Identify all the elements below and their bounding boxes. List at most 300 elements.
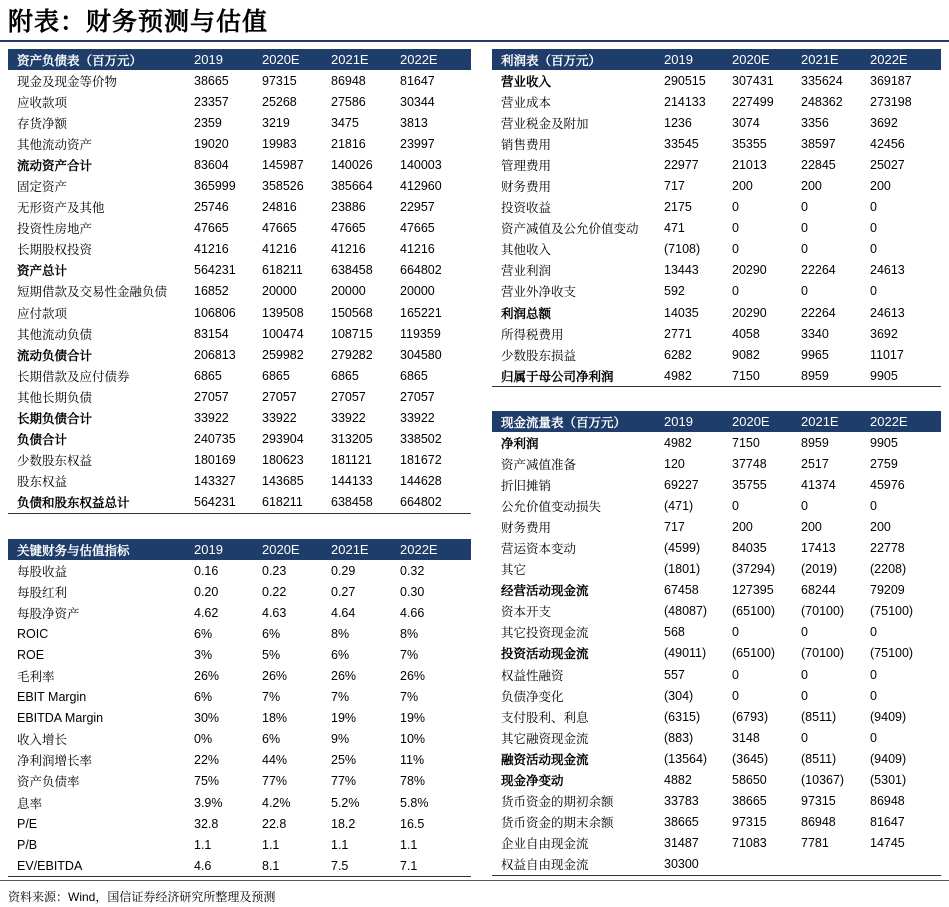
year-header: 2022E <box>870 49 941 70</box>
table-row <box>8 91 471 112</box>
cell-value: 33922 <box>262 411 297 426</box>
year-header: 2021E <box>801 49 870 70</box>
row-label: 负债净变化 <box>501 689 564 704</box>
table-title: 资产负债表（百万元） <box>8 49 194 70</box>
cell-value: 21816 <box>331 136 366 151</box>
cell-value: 41216 <box>331 242 366 257</box>
cell-value: 7% <box>400 690 419 705</box>
cell-value: 4.64 <box>331 605 356 620</box>
cell-value: 0 <box>801 242 808 257</box>
cell-value: 33922 <box>400 411 435 426</box>
cell-value: 81647 <box>400 73 435 88</box>
cell-value: 7150 <box>732 365 801 387</box>
table-row <box>8 260 471 281</box>
table-row <box>492 854 941 876</box>
table-header-row <box>492 411 941 432</box>
cell-value: 8959 <box>801 435 829 450</box>
row-label: 销售费用 <box>501 137 552 152</box>
cell-value: 200 <box>801 519 822 534</box>
cell-value: 7.1 <box>400 855 471 877</box>
cell-value: 2759 <box>870 456 898 471</box>
row-label: 现金净变动 <box>501 774 564 789</box>
cell-value: 4.66 <box>400 605 425 620</box>
cell-value: 11% <box>400 753 425 768</box>
table-row <box>492 323 941 344</box>
cell-value: 140026 <box>331 157 373 172</box>
cell-value: 150568 <box>331 305 373 320</box>
cell-value: 9905 <box>870 435 898 450</box>
cell-value: 10% <box>400 732 426 747</box>
table-row <box>492 833 941 854</box>
cell-value: 0 <box>732 498 739 513</box>
cell-value: 717 <box>664 519 685 534</box>
cell-value: 27586 <box>331 94 366 109</box>
row-label: 权益自由现金流 <box>492 854 664 876</box>
cell-value: 68244 <box>801 583 836 598</box>
cell-value: 140003 <box>400 157 442 172</box>
table-row <box>8 429 471 450</box>
cell-value: 38665 <box>664 815 699 830</box>
table-row <box>8 133 471 154</box>
row-label: 财务费用 <box>501 180 552 195</box>
cell-value: (70100) <box>801 646 845 661</box>
row-label: 归属于母公司净利润 <box>492 365 664 387</box>
table-row <box>492 685 941 706</box>
cell-value: 42456 <box>870 136 905 151</box>
cell-value: 47665 <box>400 221 435 236</box>
table-row <box>8 471 471 492</box>
cell-value: 0 <box>870 242 877 257</box>
cell-value: 338502 <box>400 432 442 447</box>
cell-value: 21013 <box>732 157 767 172</box>
cell-value: 618211 <box>262 492 331 514</box>
cell-value: 6865 <box>331 368 359 383</box>
cell-value: 75% <box>194 774 220 789</box>
table-row <box>492 302 941 323</box>
cell-value: 200 <box>870 519 891 534</box>
cell-value: 0 <box>801 498 808 513</box>
table-row <box>8 855 471 877</box>
cell-value: 108715 <box>331 326 373 341</box>
cell-value: 3148 <box>732 730 760 745</box>
cell-value: 1.1 <box>400 837 418 852</box>
row-label: 股东权益 <box>17 475 68 490</box>
page-title: 附表：财务预测与估值 <box>8 7 269 36</box>
row-label: 利润总额 <box>501 306 552 321</box>
cell-value: 6282 <box>664 347 692 362</box>
cell-value: 557 <box>664 667 685 682</box>
cell-value: 78% <box>400 774 426 789</box>
row-label: 其他流动资产 <box>17 137 93 152</box>
row-label: 固定资产 <box>17 180 68 195</box>
cell-value: 97315 <box>801 794 836 809</box>
cell-value: 127395 <box>732 583 774 598</box>
row-label: 投资性房地产 <box>17 222 93 237</box>
row-label: 净利润增长率 <box>17 754 93 769</box>
cell-value: 0 <box>732 625 739 640</box>
table-row <box>8 408 471 429</box>
cell-value: 19020 <box>194 136 229 151</box>
table-row <box>492 239 941 260</box>
cell-value: 0 <box>732 221 739 236</box>
cell-value: 27057 <box>331 389 366 404</box>
table-row <box>8 450 471 471</box>
table-row <box>8 197 471 218</box>
cell-value: 7% <box>331 690 350 705</box>
cell-value: 22.8 <box>262 816 287 831</box>
year-header: 2020E <box>262 539 331 560</box>
row-label: 每股净资产 <box>17 606 80 621</box>
cell-value: 9905 <box>870 365 941 387</box>
cell-value: 4.2% <box>262 795 291 810</box>
cell-value: 1236 <box>664 115 692 130</box>
table-row <box>8 323 471 344</box>
cell-value: 3692 <box>870 326 898 341</box>
cell-value: 27057 <box>400 389 435 404</box>
row-label: 营业收入 <box>501 74 552 89</box>
table-row <box>8 729 471 750</box>
cell-value: 26% <box>400 669 426 684</box>
cell-value: 17413 <box>801 541 836 556</box>
cell-value: 0 <box>870 498 877 513</box>
table-row <box>492 197 941 218</box>
cell-value: 26% <box>262 669 288 684</box>
cell-value: 3.9% <box>194 795 223 810</box>
cell-value: 86948 <box>801 815 836 830</box>
cell-value: 5% <box>262 647 281 662</box>
row-label: 货币资金的期初余额 <box>501 795 614 810</box>
cell-value: 0 <box>870 667 877 682</box>
cell-value: 0 <box>732 200 739 215</box>
cell-value: 664802 <box>400 492 471 514</box>
cell-value: 35355 <box>732 136 767 151</box>
cell-value: 24613 <box>870 263 905 278</box>
cell-value: 6% <box>262 732 281 747</box>
cell-value: 0.20 <box>194 584 219 599</box>
cell-value: 290515 <box>664 73 706 88</box>
cell-value: 19983 <box>262 136 297 151</box>
cell-value: (3645) <box>732 751 769 766</box>
cell-value: 6% <box>331 647 350 662</box>
cell-value <box>870 854 941 876</box>
cell-value: 248362 <box>801 94 843 109</box>
cell-value: 23997 <box>400 136 435 151</box>
cell-value: 26% <box>331 669 357 684</box>
row-label: EV/EBITDA <box>8 855 194 877</box>
row-label: 资产减值准备 <box>501 457 577 472</box>
cell-value: 106806 <box>194 305 236 320</box>
table-row <box>8 687 471 708</box>
footer-rule <box>0 880 949 881</box>
table-row <box>492 91 941 112</box>
cell-value: 206813 <box>194 347 236 362</box>
cell-value: 84035 <box>732 541 767 556</box>
cell-value: 81647 <box>870 815 905 830</box>
row-label: 其他长期负债 <box>17 390 93 405</box>
table-row <box>8 834 471 855</box>
cash-flow-table <box>492 411 941 876</box>
table-row <box>8 386 471 407</box>
table-row <box>492 133 941 154</box>
year-header: 2021E <box>331 539 400 560</box>
cell-value: 7150 <box>732 435 760 450</box>
table-row <box>8 581 471 602</box>
table-row <box>492 453 941 474</box>
table-title: 利润表（百万元） <box>492 49 664 70</box>
cell-value: 307431 <box>732 73 774 88</box>
table-row <box>8 813 471 834</box>
cell-value: 20000 <box>400 284 435 299</box>
row-label: 净利润 <box>501 436 539 451</box>
table-row <box>8 154 471 175</box>
cell-value: 1.1 <box>331 837 349 852</box>
cell-value: 71083 <box>732 836 767 851</box>
row-label: 投资活动现金流 <box>501 647 589 662</box>
cell-value: (65100) <box>732 604 776 619</box>
cell-value: 77% <box>262 774 288 789</box>
cell-value: (75100) <box>870 646 914 661</box>
table-row <box>492 365 941 387</box>
cell-value: 144133 <box>331 474 373 489</box>
table-row <box>8 708 471 729</box>
cell-value: 27057 <box>262 389 297 404</box>
cell-value: 2517 <box>801 456 829 471</box>
table-row <box>492 218 941 239</box>
cell-value: 0 <box>801 284 808 299</box>
year-header: 2022E <box>870 411 941 432</box>
cell-value: 13443 <box>664 263 699 278</box>
table-row <box>492 495 941 516</box>
cell-value: 38665 <box>732 794 767 809</box>
cell-value: 38597 <box>801 136 836 151</box>
row-label: 应付款项 <box>17 306 68 321</box>
cell-value: 8% <box>331 626 350 641</box>
cell-value: 41216 <box>194 242 229 257</box>
cell-value: 0 <box>732 284 739 299</box>
cell-value: 33783 <box>664 794 699 809</box>
cell-value: (304) <box>664 688 694 703</box>
row-label: 负债和股东权益总计 <box>8 492 194 514</box>
cell-value: 471 <box>664 221 685 236</box>
cell-value: 22845 <box>801 157 836 172</box>
cell-value: 139508 <box>262 305 304 320</box>
cell-value: 358526 <box>262 179 304 194</box>
cell-value: (1801) <box>664 562 701 577</box>
row-label: 资产负债率 <box>17 775 80 790</box>
income-statement-table <box>492 49 941 387</box>
title-rule <box>0 40 949 42</box>
cell-value: 143685 <box>262 474 304 489</box>
cell-value <box>732 854 801 876</box>
cell-value: 273198 <box>870 94 912 109</box>
cell-value: 564231 <box>194 263 236 278</box>
cell-value: (8511) <box>801 709 837 724</box>
row-label: 存货净额 <box>17 116 68 131</box>
cell-value: 0 <box>732 688 739 703</box>
cell-value: 32.8 <box>194 816 219 831</box>
row-label: 流动资产合计 <box>17 158 93 173</box>
source-footnote: 资料来源：Wind，国信证券经济研究所整理及预测 <box>8 890 276 904</box>
cell-value: (471) <box>664 498 694 513</box>
cell-value: 180623 <box>262 453 304 468</box>
cell-value: 20290 <box>732 263 767 278</box>
cell-value: 145987 <box>262 157 304 172</box>
table-row <box>8 112 471 133</box>
cell-value <box>801 854 870 876</box>
cell-value: 6865 <box>194 368 222 383</box>
row-label: 营业利润 <box>501 264 552 279</box>
cell-value: 200 <box>870 179 891 194</box>
row-label: 其他流动负债 <box>17 327 93 342</box>
cell-value: 0.27 <box>331 584 356 599</box>
cell-value: (2208) <box>870 562 907 577</box>
cell-value: 47665 <box>331 221 366 236</box>
cell-value: (883) <box>664 730 694 745</box>
cell-value: 240735 <box>194 432 236 447</box>
cell-value: 25% <box>331 753 357 768</box>
row-label: 支付股利、利息 <box>501 710 589 725</box>
cell-value: 9965 <box>801 347 829 362</box>
cell-value: 30% <box>194 711 220 726</box>
cell-value: 6% <box>194 690 213 705</box>
cell-value: 618211 <box>262 263 303 278</box>
cell-value: 25268 <box>262 94 297 109</box>
cell-value: 4058 <box>732 326 760 341</box>
cell-value: 16852 <box>194 284 229 299</box>
table-header-row <box>8 49 471 70</box>
year-header: 2021E <box>801 411 870 432</box>
row-label: 息率 <box>17 796 43 811</box>
cell-value: (8511) <box>801 751 837 766</box>
cell-value: 3692 <box>870 115 898 130</box>
table-row <box>8 623 471 644</box>
row-label: EBIT Margin <box>17 690 87 705</box>
table-row <box>8 750 471 771</box>
table-row <box>492 706 941 727</box>
cell-value: 14035 <box>664 305 699 320</box>
cell-value: 33545 <box>664 136 699 151</box>
year-header: 2021E <box>331 49 400 70</box>
cell-value: 2359 <box>194 115 222 130</box>
cell-value: 22778 <box>870 541 905 556</box>
table-row <box>492 580 941 601</box>
cell-value: 638458 <box>331 492 400 514</box>
row-label: P/E <box>17 816 38 831</box>
cell-value: 11017 <box>870 347 904 362</box>
cell-value: 0.29 <box>331 563 356 578</box>
year-header: 2020E <box>262 49 331 70</box>
cell-value: 22977 <box>664 157 699 172</box>
cell-value: 1.1 <box>262 837 280 852</box>
row-label: 应收款项 <box>17 95 68 110</box>
cell-value: 181672 <box>400 453 442 468</box>
cell-value: (5301) <box>870 773 907 788</box>
row-label: ROE <box>17 647 45 662</box>
row-label: 流动负债合计 <box>17 348 93 363</box>
cell-value: (7108) <box>664 242 701 257</box>
row-label: 投资收益 <box>501 201 552 216</box>
cell-value: (75100) <box>870 604 914 619</box>
row-label: 资本开支 <box>501 605 552 620</box>
cell-value: 717 <box>664 179 685 194</box>
table-row <box>8 175 471 196</box>
cell-value: 31487 <box>664 836 699 851</box>
cell-value: 45976 <box>870 477 905 492</box>
cell-value: (48087) <box>664 604 708 619</box>
cell-value: 79209 <box>870 583 905 598</box>
cell-value: 41374 <box>801 477 836 492</box>
cell-value: 4.62 <box>194 605 219 620</box>
cell-value: 83154 <box>194 326 229 341</box>
cell-value: 77% <box>331 774 357 789</box>
cell-value: 25027 <box>870 157 905 172</box>
row-label: 无形资产及其他 <box>17 201 105 216</box>
cell-value: 33922 <box>331 411 366 426</box>
cell-value: 2771 <box>664 326 692 341</box>
cell-value: 259982 <box>262 347 304 362</box>
cell-value: 365999 <box>194 179 236 194</box>
cell-value: 0 <box>870 221 877 236</box>
cell-value: 369187 <box>870 73 912 88</box>
year-header: 2019 <box>194 539 262 560</box>
cell-value: 119359 <box>400 326 441 341</box>
row-label: 管理费用 <box>501 158 552 173</box>
cell-value: 6% <box>262 626 281 641</box>
row-label: 资产减值及公允价值变动 <box>501 222 639 237</box>
cell-value: 37748 <box>732 456 767 471</box>
year-header: 2019 <box>194 49 262 70</box>
cell-value: 3356 <box>801 115 829 130</box>
row-label: 长期借款及应付债券 <box>17 369 130 384</box>
row-label: 营运资本变动 <box>501 542 577 557</box>
cell-value: 23886 <box>331 200 366 215</box>
cell-value: 97315 <box>732 815 767 830</box>
table-row <box>8 492 471 514</box>
cell-value: 47665 <box>194 221 229 236</box>
table-header-row <box>492 49 941 70</box>
table-row <box>492 812 941 833</box>
table-row <box>492 260 941 281</box>
row-label: 其它投资现金流 <box>501 626 589 641</box>
row-label: 少数股东权益 <box>17 454 93 469</box>
cell-value: 44% <box>262 753 288 768</box>
row-label: 经营活动现金流 <box>501 584 589 599</box>
table-row <box>492 791 941 812</box>
cell-value: 165221 <box>400 305 442 320</box>
row-label: 其他收入 <box>501 243 552 258</box>
table-row <box>492 770 941 791</box>
row-label: 长期股权投资 <box>17 243 93 258</box>
cell-value: 58650 <box>732 773 767 788</box>
row-label: 营业成本 <box>501 95 552 110</box>
cell-value: (10367) <box>801 773 845 788</box>
table-row <box>492 622 941 643</box>
cell-value: 9% <box>331 732 350 747</box>
table-row <box>492 727 941 748</box>
cell-value: 0 <box>870 284 877 299</box>
cell-value: 3475 <box>331 115 359 130</box>
row-label: P/B <box>17 837 38 852</box>
year-header: 2022E <box>400 539 471 560</box>
cell-value: 0.22 <box>262 584 287 599</box>
cell-value: (65100) <box>732 646 776 661</box>
row-label: 权益性融资 <box>501 668 564 683</box>
cell-value: 304580 <box>400 347 442 362</box>
cell-value: 20290 <box>732 305 767 320</box>
cell-value: (37294) <box>732 562 776 577</box>
table-row <box>492 537 941 558</box>
table-row <box>8 644 471 665</box>
